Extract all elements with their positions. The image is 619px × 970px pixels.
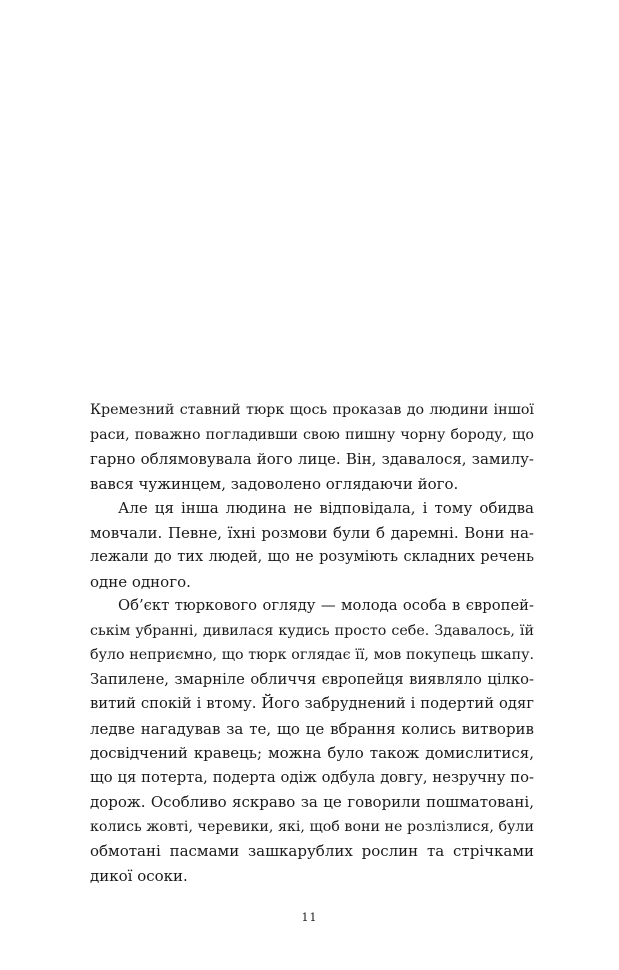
text-line: що ця потерта, подерта одіж одбула довгу, незручну по- [90, 768, 534, 786]
text-line: ськім убранні, дивилася кудись просто себе. Здавалось, їй [90, 622, 534, 639]
text-line: Запилене, змарніле обличчя європейця виявляло цілко- [90, 670, 534, 688]
text-line: витий спокій і втому. Його забруднений і подертий одяг [90, 695, 534, 712]
text-line: було неприємно, що тюрк оглядає її, мов покупець шкапу. [90, 647, 534, 663]
paragraph-1 [90, 398, 534, 496]
text-line: обмотані пасмами зашкарублих рослин та стрічками [90, 842, 534, 860]
text-line: вався чужинцем, задоволено оглядаючи його. [90, 474, 459, 493]
text-line: дикої осоки. [90, 866, 188, 885]
text-line: мовчали. Певне, їхні розмови були б даремні. Вони на- [90, 523, 534, 542]
text-line: Кремезний ставний тюрк щось проказав до людини іншої [90, 402, 534, 418]
text-line: колись жовті, черевики, які, щоб вони не розлізлися, були [90, 818, 534, 835]
text-line: одне одного. [90, 572, 191, 591]
text-line: Об’єкт тюркового огляду — молода особа в європей- [118, 597, 534, 614]
body-text [90, 398, 534, 888]
text-line: лежали до тих людей, що не розуміють складних речень [90, 549, 534, 565]
text-line: дорож. Особливо яскраво за це говорили пошматовані, [90, 793, 534, 811]
text-line: раси, поважно погладивши свою пишну чорну бороду, що [90, 426, 534, 443]
text-line: гарно облямовувала його лице. Він, здавалося, замилу- [90, 450, 534, 468]
paragraph-3 [90, 594, 534, 888]
page-number: 11 [301, 911, 318, 924]
text-line: досвідчений кравець; можна було також домислитися, [90, 744, 534, 762]
paragraph-2 [90, 496, 534, 594]
text-line: ледве нагадував за те, що це вбрання колись витворив [90, 719, 534, 738]
text-line: Але ця інша людина не відповідала, і тому обидва [118, 499, 534, 517]
